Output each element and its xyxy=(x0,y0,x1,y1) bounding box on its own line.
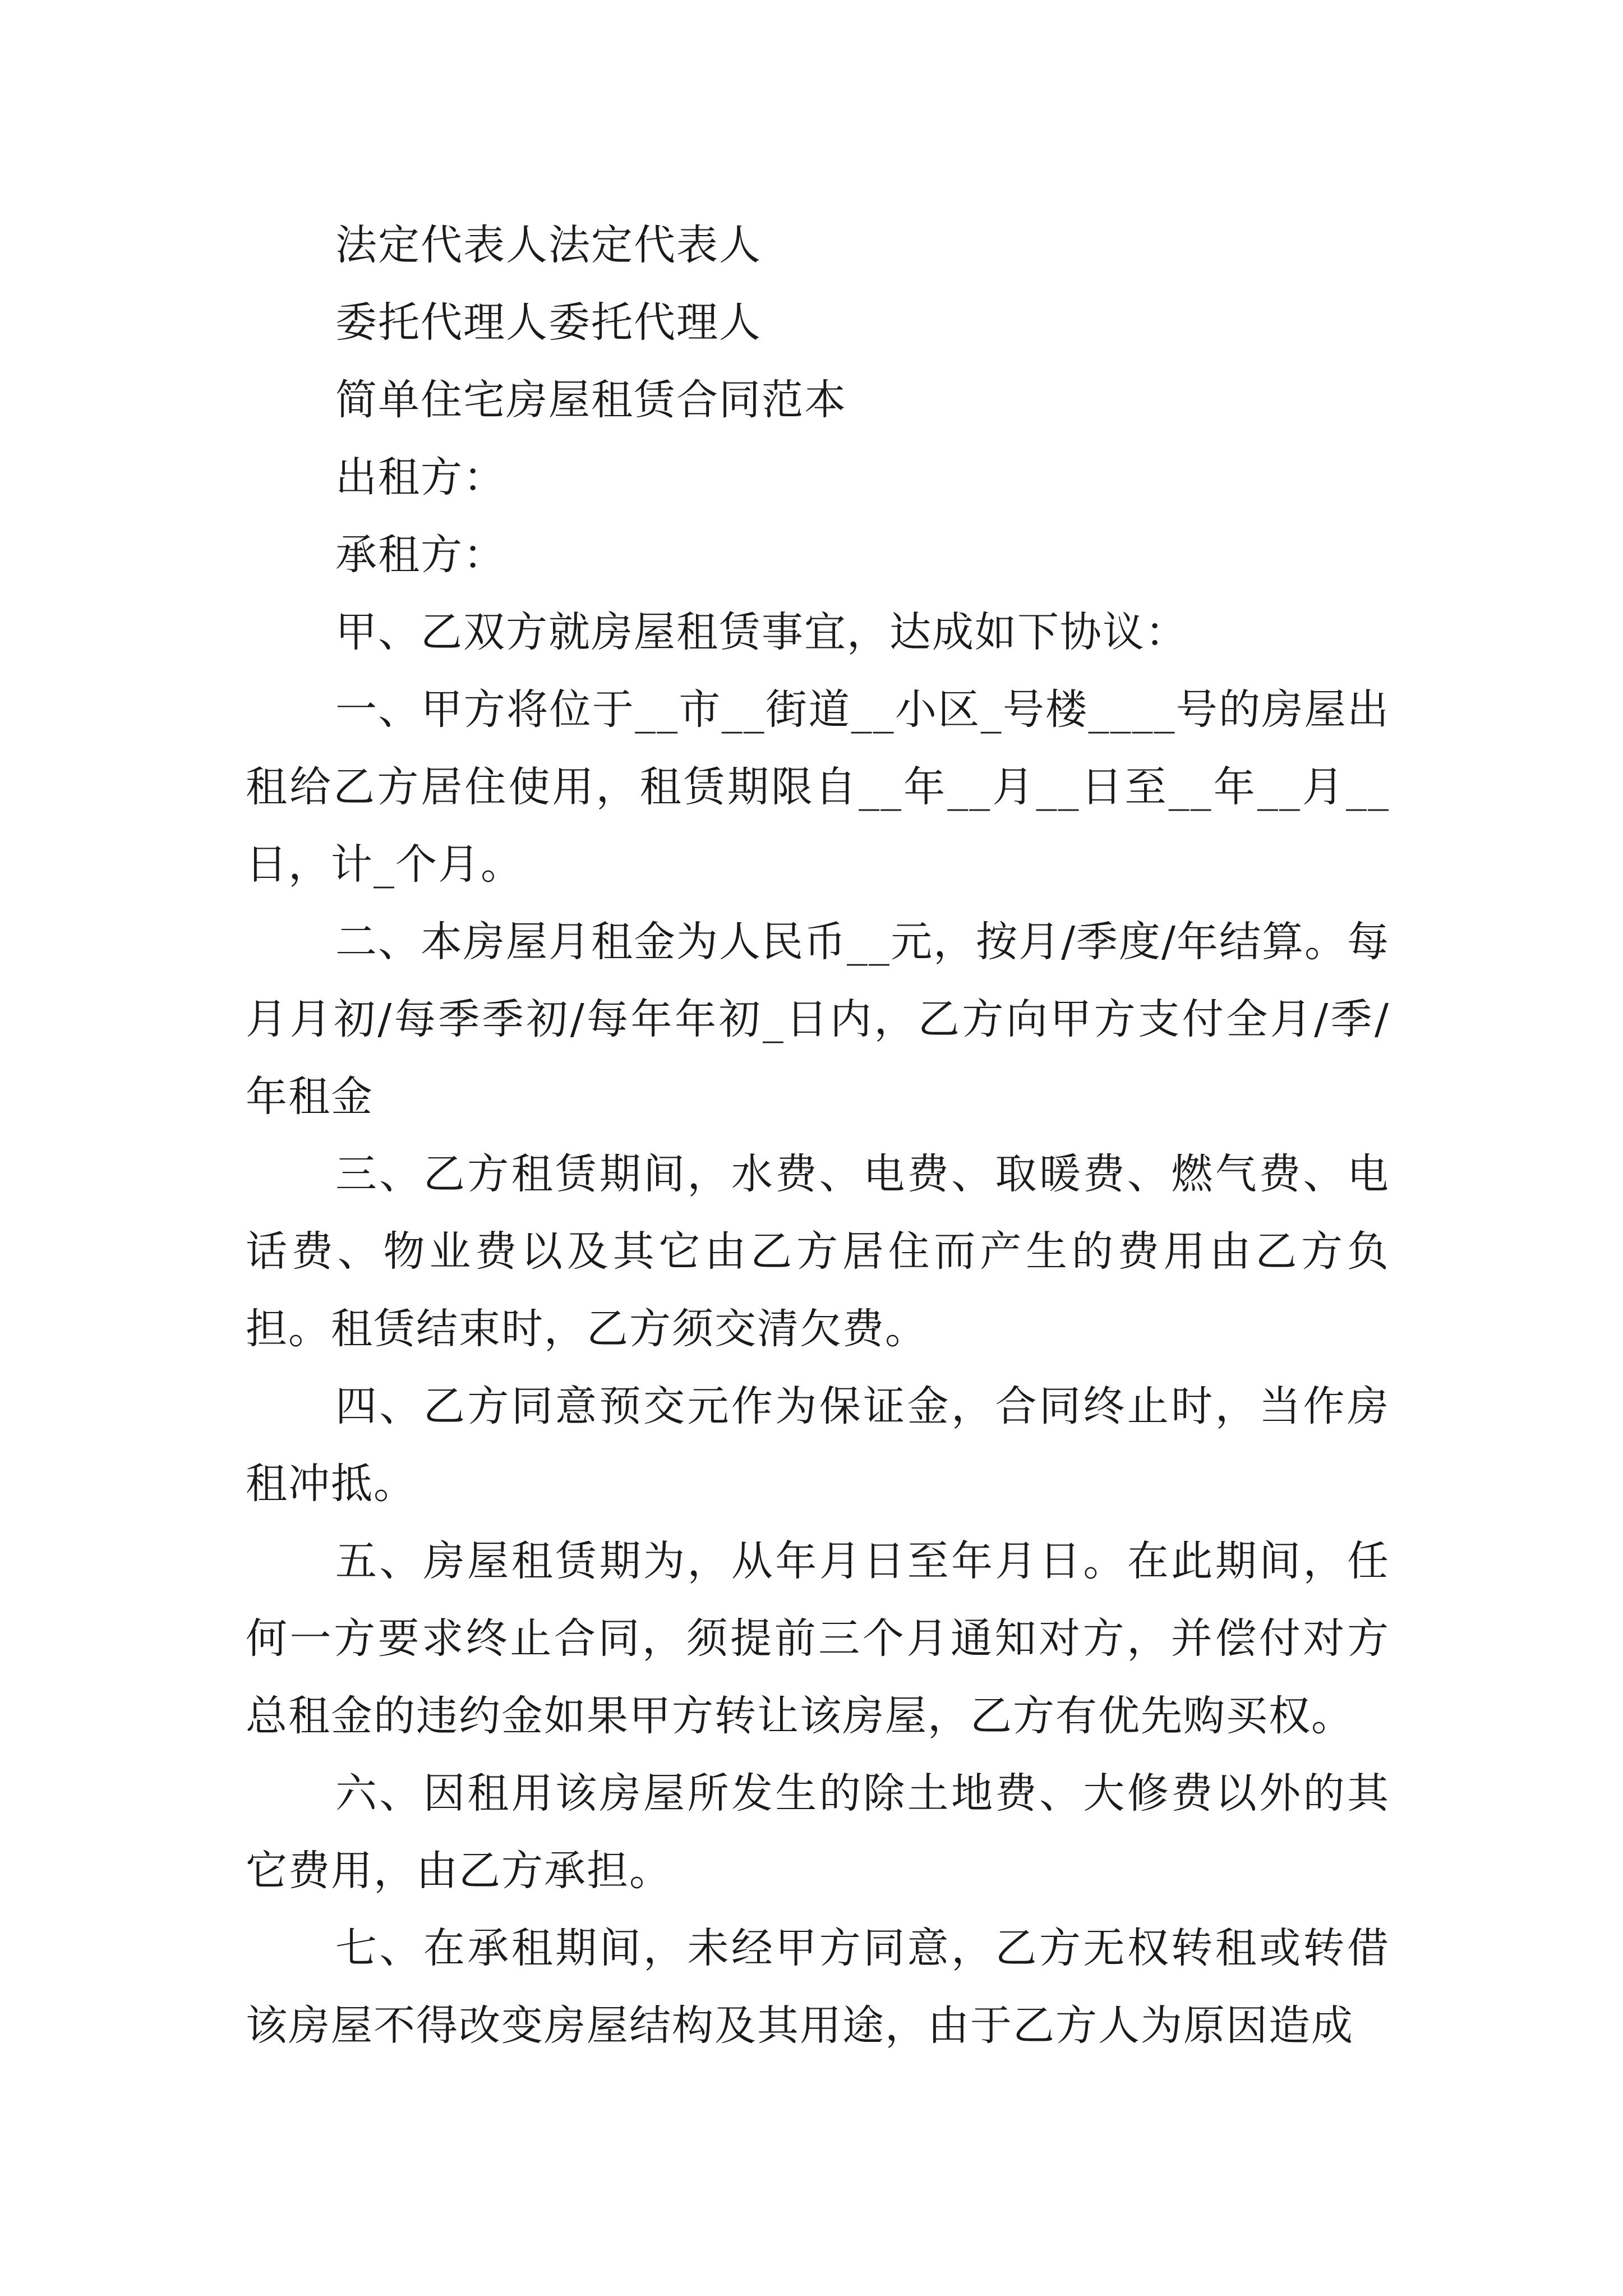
document-body xyxy=(246,206,1390,2064)
clause-6: 六、因租用该房屋所发生的除土地费、大修费以外的其它费用，由乙方承担。 xyxy=(246,1769,1390,1895)
clause-1: 一、甲方将位于__市__街道__小区_号楼____号的房屋出租给乙方居住使用，租赁期限自__年__月__日至__年__月__日，计_个月。 xyxy=(246,685,1390,889)
agreement-intro: 甲、乙双方就房屋租赁事宜，达成如下协议： xyxy=(335,608,1188,656)
lessee-field: 承租方： xyxy=(335,531,506,579)
signature-authorized-agent: 委托代理人委托代理人 xyxy=(335,298,762,347)
clause-3: 三、乙方租赁期间，水费、电费、取暖费、燃气费、电话费、物业费以及其它由乙方居住而产生的费用由乙方负担。租赁结束时，乙方须交清欠费。 xyxy=(246,1150,1390,1353)
contract-title: 简单住宅房屋租赁合同范本 xyxy=(335,376,847,424)
clause-5: 五、房屋租赁期为，从年月日至年月日。在此期间，任何一方要求终止合同，须提前三个月通知对方，并偿付对方总租金的违约金如果甲方转让该房屋，乙方有优先购买权。 xyxy=(246,1537,1390,1740)
clause-7: 七、在承租期间，未经甲方同意，乙方无权转租或转借该房屋不得改变房屋结构及其用途，由于乙方人为原因造成 xyxy=(246,1924,1390,2050)
clause-4: 四、乙方同意预交元作为保证金，合同终止时，当作房租冲抵。 xyxy=(246,1382,1390,1508)
clause-2: 二、本房屋月租金为人民币__元，按月/季度/年结算。每月月初/每季季初/每年年初_日内，乙方向甲方支付全月/季/年租金 xyxy=(246,918,1390,1121)
lessor-field: 出租方： xyxy=(335,453,506,501)
signature-legal-representative: 法定代表人法定代表人 xyxy=(335,221,762,269)
